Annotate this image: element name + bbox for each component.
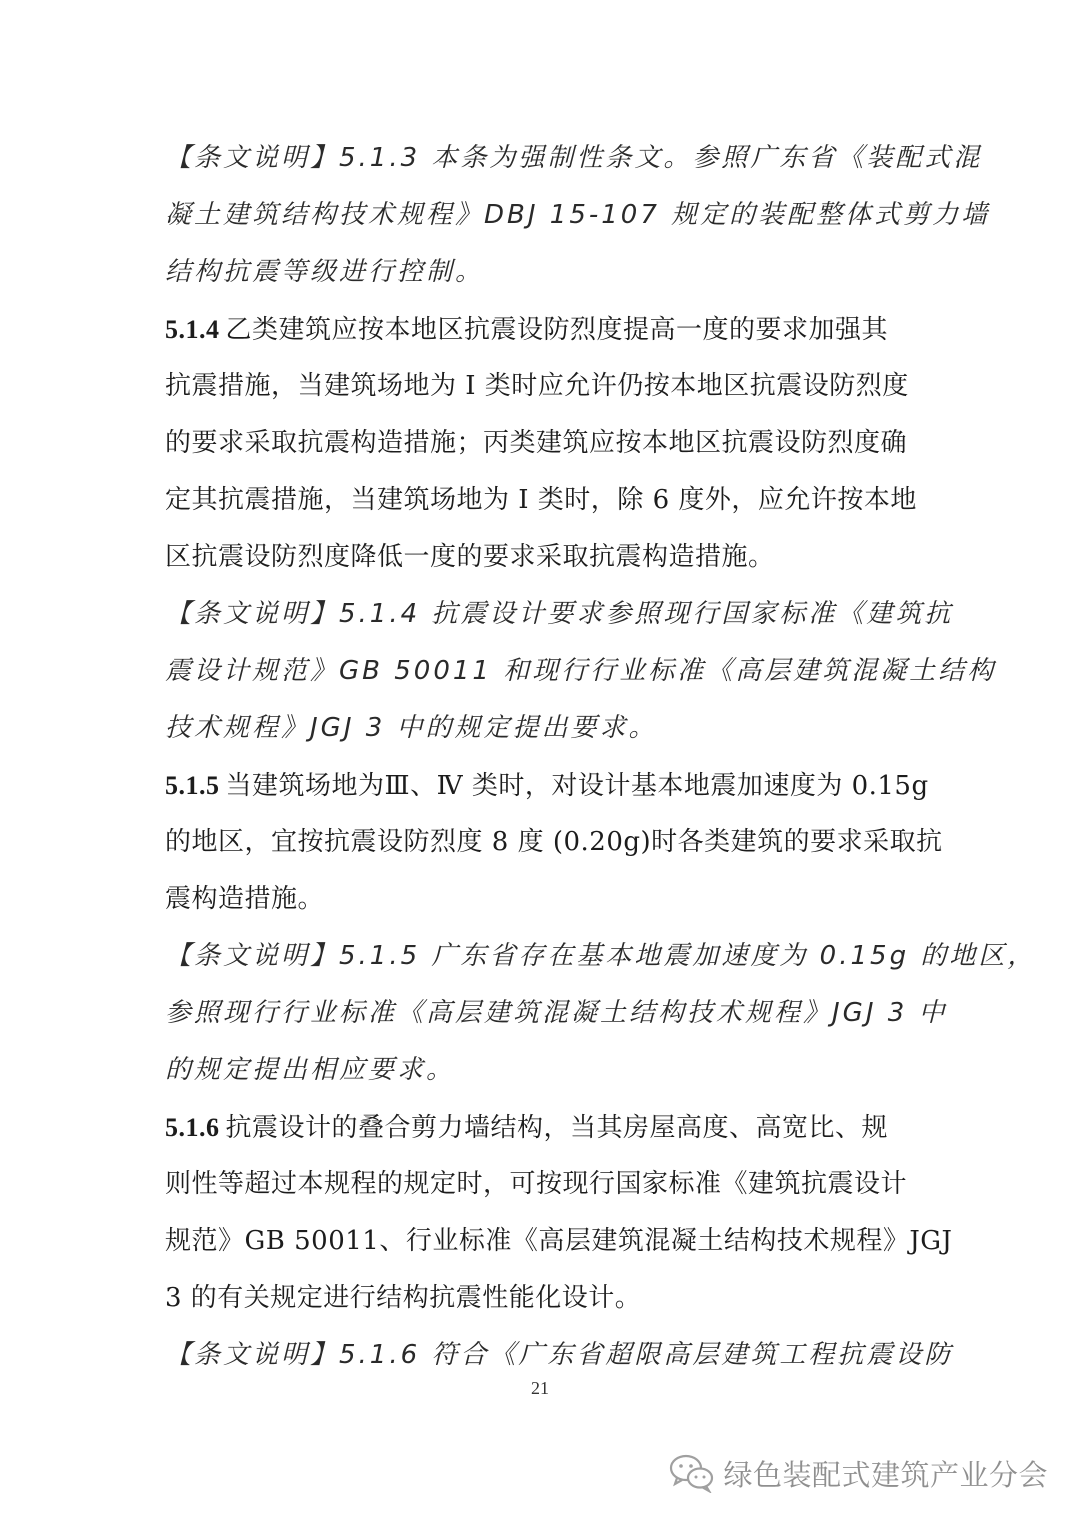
clause-line (165, 1213, 953, 1270)
explanation-line (165, 586, 954, 643)
clause-line (165, 301, 915, 358)
line-text: 结构抗震等级进行控制。 (165, 257, 485, 287)
explanation-line (165, 928, 1037, 985)
clause-line (165, 415, 915, 472)
line-text: 抗震措施，当建筑场地为 I 类时应允许仍按本地区抗震设防烈度 (165, 371, 909, 401)
wechat-icon (669, 1453, 715, 1493)
line-text: 参照现行行业标准《高层建筑混凝土结构技术规程》JGJ 3 中 (165, 998, 948, 1028)
line-text: 【条文说明】5.1.5 广东省存在基本地震加速度为 0.15g 的地区， (165, 941, 1037, 971)
clause-number: 5.1.6 (165, 1113, 220, 1142)
line-text: 震设计规范》GB 50011 和现行行业标准《高层建筑混凝土结构 (165, 656, 997, 686)
line-text: 震构造措施。 (165, 884, 325, 914)
clause-line (165, 529, 915, 586)
explanation-line (165, 643, 997, 700)
clause-line (165, 871, 915, 928)
clause-line (165, 814, 943, 871)
document-body (165, 130, 1037, 1384)
line-text: 凝土建筑结构技术规程》DBJ 15-107 规定的装配整体式剪力墙 (165, 200, 991, 230)
explanation-line (165, 130, 983, 187)
line-text: 的要求采取抗震构造措施；丙类建筑应按本地区抗震设防烈度确 (165, 428, 908, 458)
clause-line (165, 1270, 915, 1327)
line-text: 的地区，宜按抗震设防烈度 8 度 (0.20g)时各类建筑的要求采取抗 (165, 827, 943, 857)
clause-line (165, 1099, 915, 1156)
explanation-line (165, 187, 991, 244)
clause-line (165, 358, 915, 415)
line-text: 规范》GB 50011、行业标准《高层建筑混凝土结构技术规程》JGJ (165, 1226, 953, 1256)
line-text: 当建筑场地为Ⅲ、Ⅳ 类时，对设计基本地震加速度为 0.15g (225, 771, 929, 801)
clause-line (165, 1156, 915, 1213)
clause-line (165, 472, 915, 529)
explanation-line (165, 244, 915, 301)
line-text: 【条文说明】5.1.4 抗震设计要求参照现行国家标准《建筑抗 (165, 599, 954, 629)
clause-number: 5.1.4 (165, 315, 220, 344)
line-text: 区抗震设防烈度降低一度的要求采取抗震构造措施。 (165, 542, 775, 572)
watermark-text: 绿色装配式建筑产业分会 (723, 1457, 1048, 1492)
line-text: 【条文说明】5.1.3 本条为强制性条文。参照广东省《装配式混 (165, 143, 983, 173)
line-text: 3 的有关规定进行结构抗震性能化设计。 (165, 1283, 642, 1313)
line-text: 乙类建筑应按本地区抗震设防烈度提高一度的要求加强其 (225, 315, 889, 345)
watermark (669, 1448, 1048, 1498)
line-text: 定其抗震措施，当建筑场地为 I 类时，除 6 度外，应允许按本地 (165, 485, 917, 515)
clause-number: 5.1.5 (165, 771, 220, 800)
line-text: 则性等超过本规程的规定时，可按现行国家标准《建筑抗震设计 (165, 1169, 908, 1199)
explanation-line (165, 700, 915, 757)
line-text: 的规定提出相应要求。 (165, 1055, 456, 1085)
explanation-line (165, 1042, 915, 1099)
line-text: 抗震设计的叠合剪力墙结构，当其房屋高度、高宽比、规 (225, 1113, 889, 1143)
clause-line (165, 757, 929, 814)
explanation-line (165, 985, 948, 1042)
explanation-line (165, 1327, 954, 1384)
line-text: 技术规程》JGJ 3 中的规定提出要求。 (165, 713, 658, 743)
line-text: 【条文说明】5.1.6 符合《广东省超限高层建筑工程抗震设防 (165, 1340, 954, 1370)
page-number: 21 (531, 1378, 549, 1398)
